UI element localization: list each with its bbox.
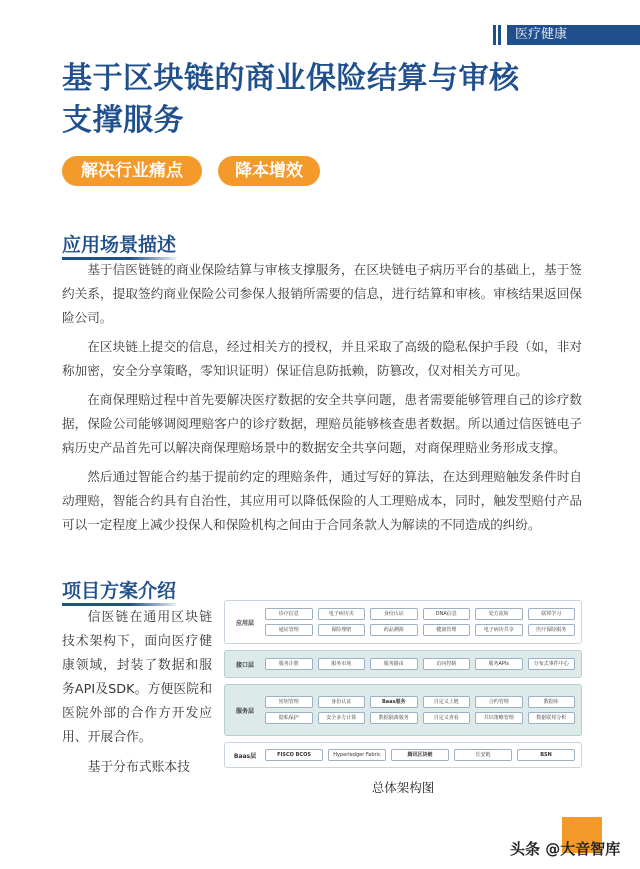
diagram-cell: 药品溯源 xyxy=(370,624,418,636)
paragraph: 然后通过智能合约基于提前约定的理赔条件，通过写好的算法，在达到理赔触发条件时自动理赔，智能合约具有自治性，其应用可以降低保险的人工理赔成本，同时，触发型赔付产品可以一定程度上减少投保人和保险机构之间由于合同条款人为解读的不同造成的纠纷。 xyxy=(62,469,582,532)
diagram-cell: 长安链 xyxy=(454,749,512,761)
diagram-cell: Hyperledger Fabric xyxy=(328,749,386,761)
section-heading-solution-text: 项目方案介绍 xyxy=(62,580,177,602)
title-line-1: 基于区块链的商业保险结算与审核 xyxy=(62,61,520,96)
paragraph: 在商保理赔过程中首先要解决医疗数据的安全共享问题，患者需要能够管理自己的诊疗数据，保险公司能够调阅理赔客户的诊疗数据，理赔员能够核查患者数据。所以通过信医链电子病历史产品首先可以解决商保理赔场景中的数据安全共享问题，对商保理赔业务形成支撑。 xyxy=(62,392,582,455)
diagram-cell: 服务市场 xyxy=(318,658,366,670)
section-tag-label: 医疗健康 xyxy=(507,25,640,45)
diagram-cell: 身份认证 xyxy=(318,696,366,708)
scenario-body xyxy=(62,258,582,542)
diagram-cell: 身份认证 xyxy=(370,608,418,620)
layer-baas xyxy=(224,742,582,768)
diagram-cell: 医疗保险服务 xyxy=(528,624,576,636)
diagram-cell: 服务APIs xyxy=(475,658,523,670)
layer-application xyxy=(224,600,582,644)
diagram-cell: 自定义上链 xyxy=(423,696,471,708)
diagram-cell: 服务路由 xyxy=(370,658,418,670)
diagram-cell: 通证管理 xyxy=(265,624,313,636)
paragraph: 基于分布式账本技 xyxy=(87,760,190,775)
diagram-cell: 共识策略管理 xyxy=(475,712,523,724)
diagram-cell: 电子病历夹 xyxy=(318,608,366,620)
diagram-cell: 健康管理 xyxy=(423,624,471,636)
section-heading-scenario xyxy=(62,230,176,257)
diagram-cell: 服务注册 xyxy=(265,658,313,670)
architecture-diagram xyxy=(224,600,582,768)
diagram-cell: 分布式事件中心 xyxy=(528,658,576,670)
diagram-cell: 密钥管理 xyxy=(265,696,313,708)
title-line-2: 支撑服务 xyxy=(62,103,184,138)
layer-name: Baas层 xyxy=(233,752,257,760)
diagram-cell: 数据隔离服务 xyxy=(370,712,418,724)
tag-bars xyxy=(493,25,501,45)
diagram-cell: 处方流转 xyxy=(475,608,523,620)
diagram-cell: DNA信息 xyxy=(423,608,471,620)
section-heading-scenario-text: 应用场景描述 xyxy=(62,234,177,256)
diagram-cell: 数据联邦分析 xyxy=(528,712,576,724)
diagram-cell: 数据库 xyxy=(528,696,576,708)
diagram-cell: 腾讯区块链 xyxy=(391,749,449,761)
paragraph: 信医链在通用区块链技术架构下，面向医疗健康领域，封装了数据和服务API及SDK。方便医院和医院外部的合作方开发应用、开展合作。 xyxy=(62,610,212,745)
solution-body xyxy=(62,606,212,786)
section-heading-solution xyxy=(62,576,176,603)
layer-interface xyxy=(224,650,582,678)
layer-service xyxy=(224,684,582,736)
diagram-cell: 安全多方计算 xyxy=(318,712,366,724)
section-tag xyxy=(493,24,640,46)
diagram-cell: 联邦学习 xyxy=(528,608,576,620)
diagram-cell: 电子病历共享 xyxy=(475,624,523,636)
watermark: 头条 @大音智库 xyxy=(510,840,621,858)
diagram-cell: 自定义查看 xyxy=(423,712,471,724)
diagram-cell: BSN xyxy=(517,749,575,761)
diagram-cell: 保险理赔 xyxy=(318,624,366,636)
diagram-cell: 隐私保护 xyxy=(265,712,313,724)
layer-name: 应用层 xyxy=(235,619,254,627)
layer-name: 服务层 xyxy=(235,707,254,715)
paragraph: 在区块链上提交的信息，经过相关方的授权，并且采取了高级的隐私保护手段（如，非对称加密，安全分享策略，零知识证明）保证信息防抵赖，防篡改，仅对相关方可见。 xyxy=(62,339,582,378)
page-title xyxy=(62,58,582,142)
diagram-cell: 合约管理 xyxy=(475,696,523,708)
diagram-caption: 总体架构图 xyxy=(371,780,435,795)
diagram-cell: FISCO BCOS xyxy=(265,749,323,761)
layer-name: 接口层 xyxy=(235,661,254,669)
diagram-cell: 访问控制 xyxy=(423,658,471,670)
pill-cost-reduction: 降本增效 xyxy=(218,156,320,186)
diagram-cell: 诊疗信息 xyxy=(265,608,313,620)
diagram-cell: Baas服务 xyxy=(370,696,418,708)
pill-pain-points: 解决行业痛点 xyxy=(62,156,202,186)
paragraph: 基于信医链链的商业保险结算与审核支撑服务，在区块链电子病历平台的基础上，基于签约关系，提取签约商业保险公司参保人报销所需要的信息，进行结算和审核。审核结果返回保险公司。 xyxy=(62,262,582,325)
